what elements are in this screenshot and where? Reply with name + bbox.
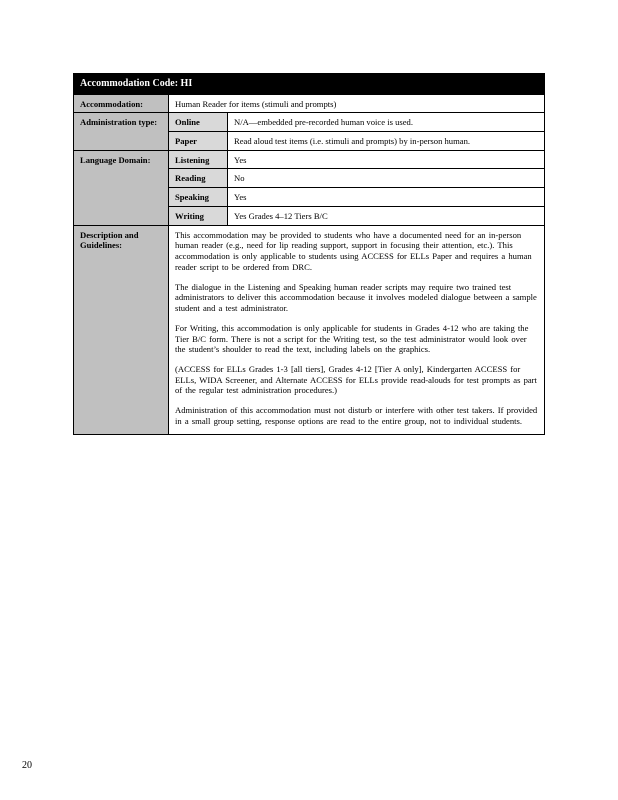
speaking-value: Yes: [228, 188, 545, 207]
description-paragraph: For Writing, this accommodation is only applicable for students in Grades 4-12 who are taking the Tier B/C form. There is not a script for the Writing test, so the test administrator would look over the student’s shoulder to read the text, including labels on the graphics.: [175, 322, 529, 355]
reading-label: Reading: [169, 169, 228, 188]
description-paragraph: This accommodation may be provided to students who have a documented need for an in-person human reader (e.g., need for lip reading support, support in focusing their attention, etc.). This accommodation is only applicable to students using ACCESS for ELLs Paper and requires a human reader script to be ordered from DRC.: [175, 229, 532, 272]
description-content: [169, 225, 545, 434]
table-header-row: [74, 74, 545, 95]
accommodation-label: Accommodation:: [74, 94, 169, 113]
online-value: N/A—embedded pre-recorded human voice is used.: [228, 113, 545, 132]
language-domain-label: Language Domain:: [74, 150, 169, 225]
accommodation-value: Human Reader for items (stimuli and prompts): [169, 94, 545, 113]
description-label: Description and Guidelines:: [74, 225, 169, 434]
reading-value: No: [228, 169, 545, 188]
speaking-label: Speaking: [169, 188, 228, 207]
writing-value: Yes Grades 4–12 Tiers B/C: [228, 206, 545, 225]
accommodation-code-header: Accommodation Code: HI: [74, 74, 545, 95]
paper-label: Paper: [169, 131, 228, 150]
administration-type-label: Administration type:: [74, 113, 169, 150]
writing-label: Writing: [169, 206, 228, 225]
listening-row: [74, 150, 545, 169]
description-paragraph: (ACCESS for ELLs Grades 1-3 [all tiers], Grades 4-12 [Tier A only], Kindergarten ACCESS for ELLs, WIDA Screener, and Alternate ACCESS for ELLs provide read-alouds for test prompts as part of the regular test administration procedures.): [175, 363, 537, 396]
accommodation-row: [74, 94, 545, 113]
description-row: [74, 225, 545, 434]
page-number: 20: [22, 760, 32, 771]
description-paragraph: Administration of this accommodation must not disturb or interfere with other test takers. If provided in a small group setting, response options are read to the entire group, not to individual students.: [175, 405, 538, 426]
accommodation-table: [73, 73, 545, 435]
listening-value: Yes: [228, 150, 545, 169]
paper-value: Read aloud test items (i.e. stimuli and prompts) by in-person human.: [228, 131, 545, 150]
description-paragraph: The dialogue in the Listening and Speaking human reader scripts may require two trained test administrators to deliver this accommodation because it involves modeled dialogue between a sample student and a test administrator.: [175, 281, 537, 314]
online-label: Online: [169, 113, 228, 132]
administration-online-row: [74, 113, 545, 132]
listening-label: Listening: [169, 150, 228, 169]
